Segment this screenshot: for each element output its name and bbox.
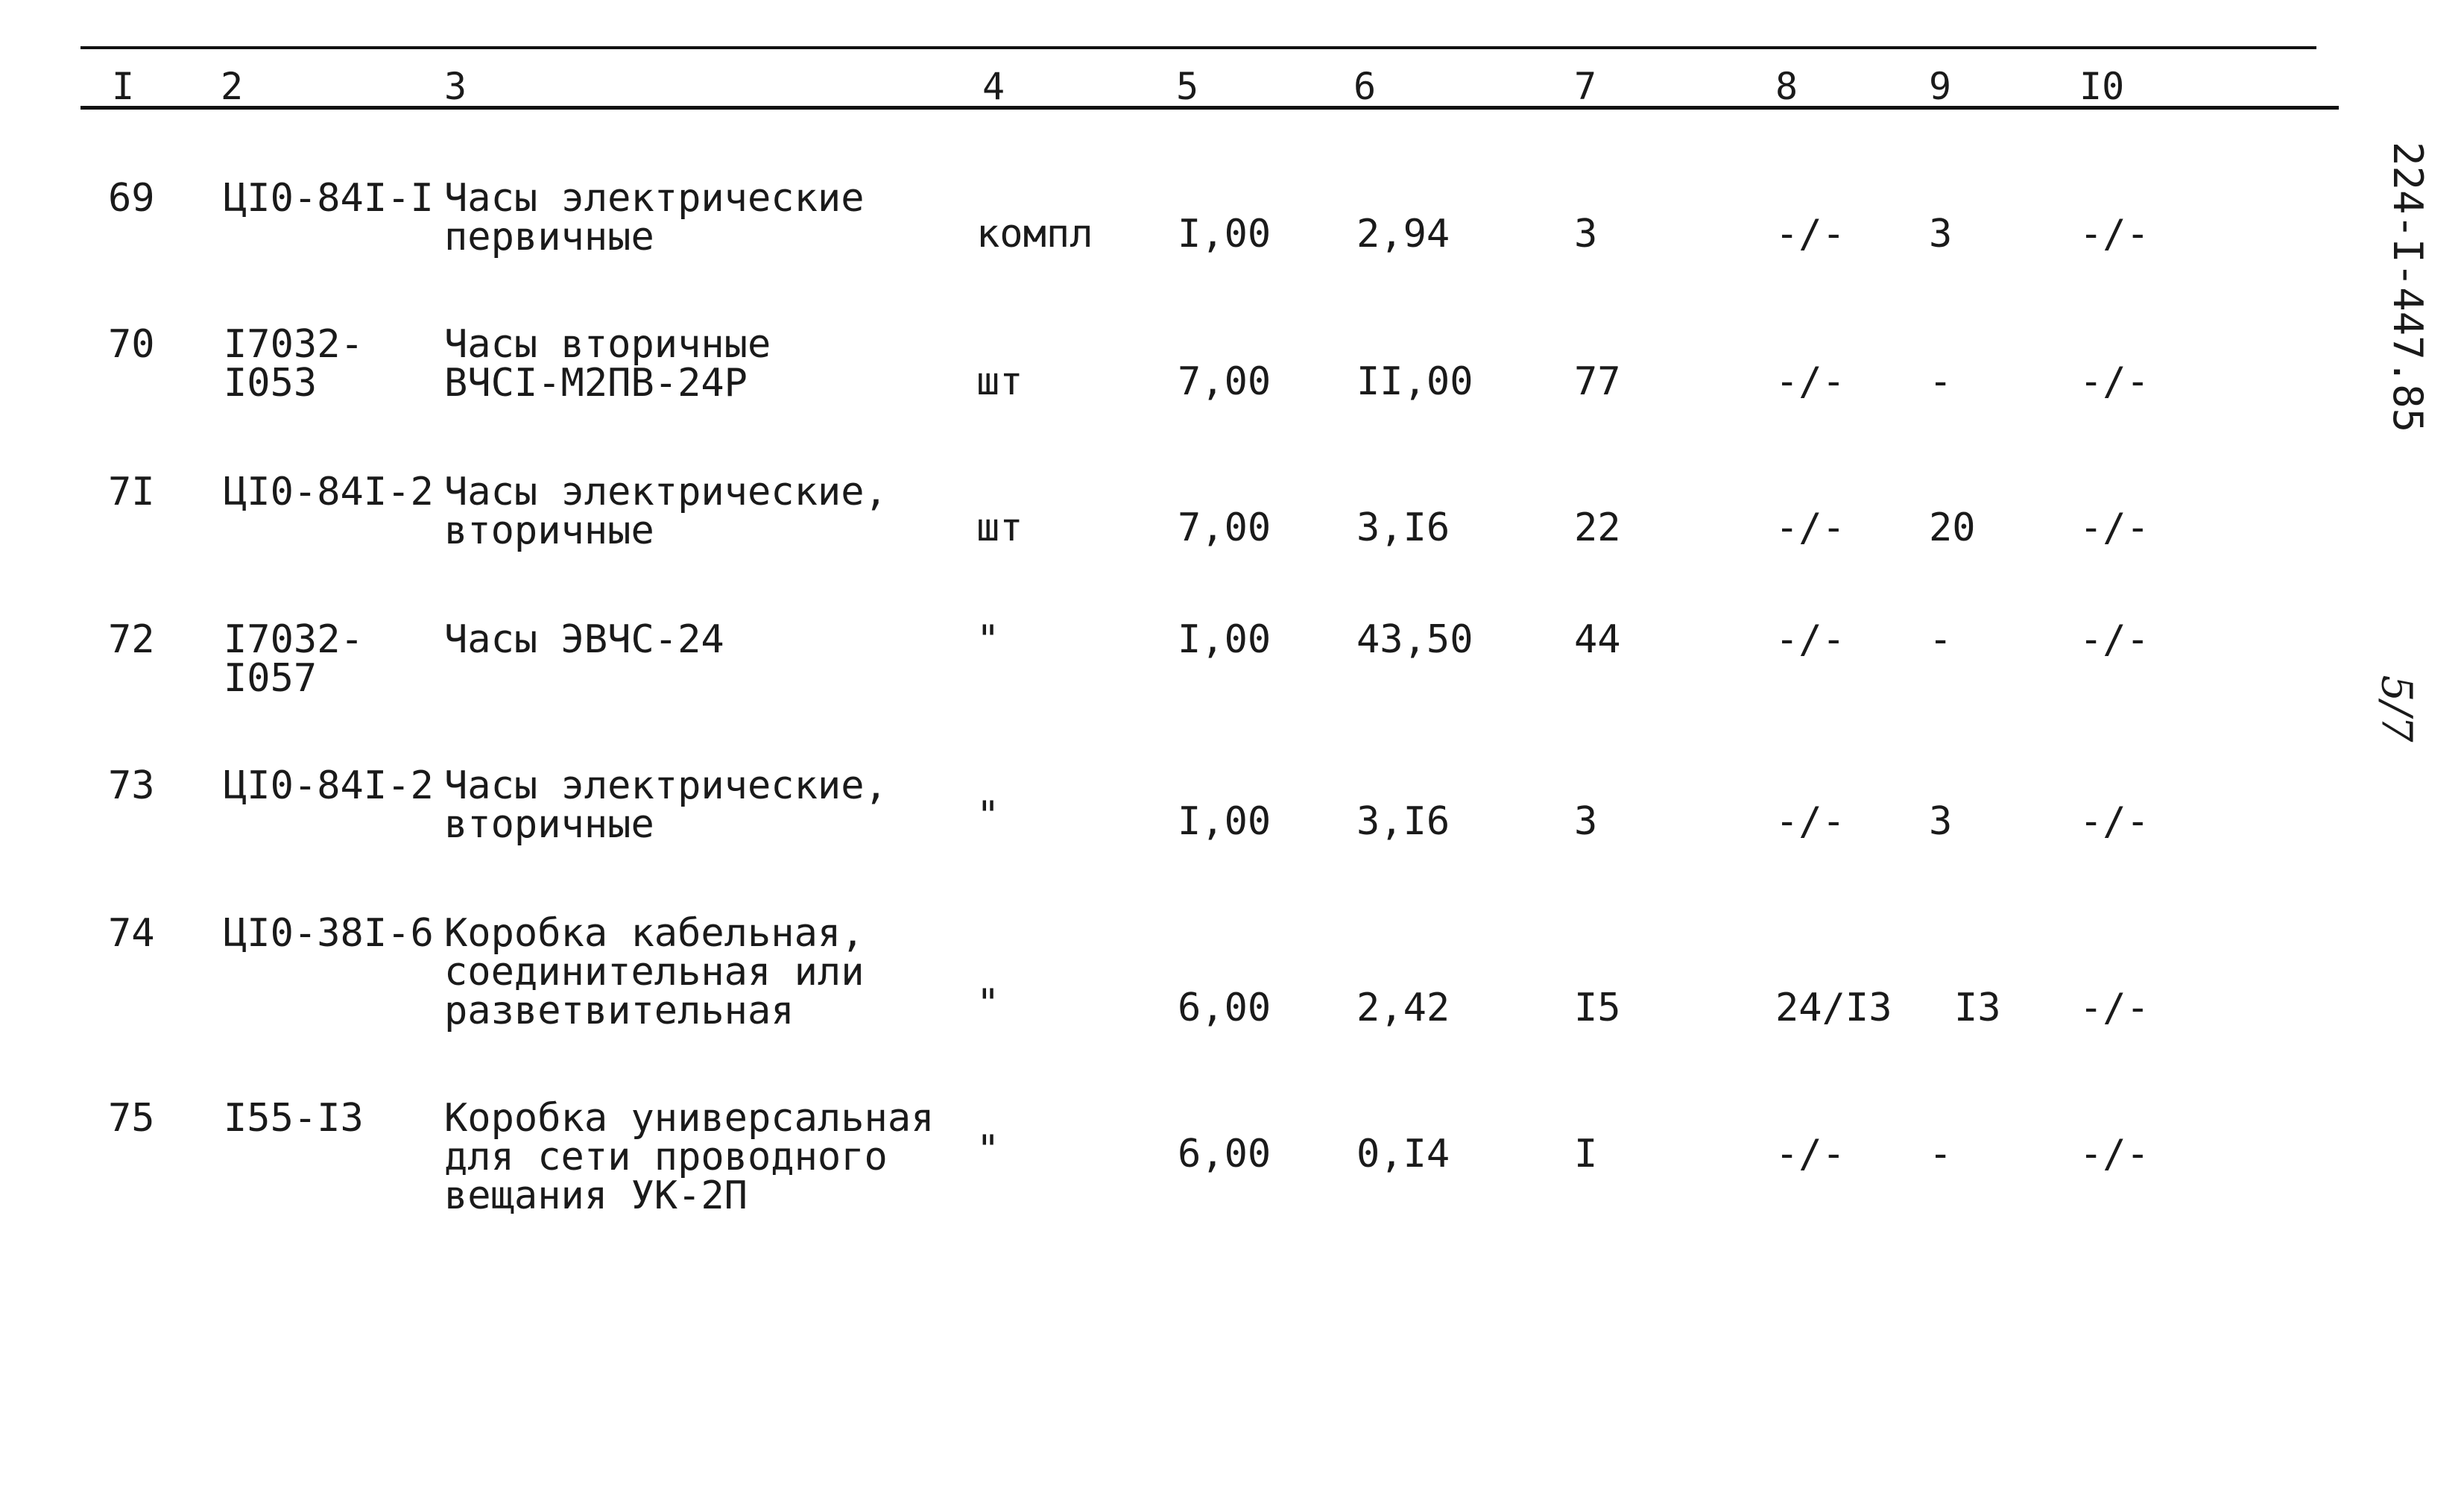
top-rule: [80, 46, 2316, 49]
row-qty: I,00: [1178, 212, 1272, 256]
row-price: 0,I4: [1356, 1132, 1450, 1176]
row-number: 74: [108, 911, 155, 956]
table-row: [0, 176, 2464, 259]
row-col8: -/-: [1775, 212, 1845, 256]
col-header-2: 2: [221, 65, 244, 108]
row-unit: компл: [976, 212, 1093, 256]
row-col10: -/-: [2079, 212, 2149, 256]
row-col9: I3: [1954, 986, 2001, 1030]
row-code: I7032- I057: [224, 617, 364, 701]
row-col10: -/-: [2079, 359, 2149, 404]
row-qty: 6,00: [1178, 986, 1272, 1030]
row-qty: 7,00: [1178, 505, 1272, 550]
col-header-4: 4: [982, 65, 1005, 108]
row-col10: -/-: [2079, 799, 2149, 844]
row-total: 44: [1574, 617, 1621, 662]
row-name: Часы электрические, вторичные: [444, 763, 888, 847]
row-qty: 7,00: [1178, 359, 1272, 404]
row-col9: 3: [1929, 212, 1953, 256]
row-price: 3,I6: [1356, 799, 1450, 844]
row-total: I: [1574, 1132, 1598, 1176]
row-price: 2,94: [1356, 212, 1450, 256]
row-code: ЦI0-38I-6: [224, 911, 434, 956]
row-qty: I,00: [1178, 799, 1272, 844]
row-name: Часы электрические первичные: [444, 176, 865, 259]
row-col8: -/-: [1775, 1132, 1845, 1176]
row-price: 2,42: [1356, 986, 1450, 1030]
col-header-10: I0: [2079, 65, 2125, 108]
row-code: ЦI0-84I-2: [224, 763, 434, 808]
row-number: 73: [108, 763, 155, 808]
row-col9: 3: [1929, 799, 1953, 844]
row-name: Коробка универсальная для сети проводного вещания УК-2П: [444, 1096, 935, 1218]
row-name: Часы вторичные ВЧСI-М2ПВ-24Р: [444, 322, 771, 406]
row-number: 69: [108, 176, 155, 221]
document-code: 224-I-447.85: [2384, 142, 2431, 433]
row-col8: -/-: [1775, 505, 1845, 550]
row-unit: шт: [976, 359, 1023, 404]
row-unit: шт: [976, 505, 1023, 550]
row-col8: -/-: [1775, 359, 1845, 404]
row-total: 77: [1574, 359, 1621, 404]
row-col10: -/-: [2079, 986, 2149, 1030]
row-total: 22: [1574, 505, 1621, 550]
col-header-3: 3: [444, 65, 467, 108]
row-col10: -/-: [2079, 1132, 2149, 1176]
row-total: I5: [1574, 986, 1621, 1030]
row-unit: ": [976, 793, 1000, 838]
row-col10: -/-: [2079, 617, 2149, 662]
row-col8: -/-: [1775, 617, 1845, 662]
row-code: ЦI0-84I-2: [224, 470, 434, 514]
row-qty: 6,00: [1178, 1132, 1272, 1176]
row-col9: -: [1929, 617, 1953, 662]
row-unit: ": [976, 1127, 1000, 1172]
col-header-6: 6: [1353, 65, 1377, 108]
col-header-8: 8: [1775, 65, 1798, 108]
table-row: [0, 322, 2464, 406]
row-price: 43,50: [1356, 617, 1473, 662]
row-price: 3,I6: [1356, 505, 1450, 550]
row-number: 7I: [108, 470, 155, 514]
row-number: 75: [108, 1096, 155, 1141]
row-unit: ": [976, 617, 1000, 662]
row-name: Коробка кабельная, соединительная или разветвительная: [444, 911, 865, 1033]
row-col9: -: [1929, 359, 1953, 404]
row-col9: -: [1929, 1132, 1953, 1176]
sheet-number: 5/7: [2372, 675, 2421, 743]
row-total: 3: [1574, 799, 1598, 844]
row-number: 70: [108, 322, 155, 367]
row-number: 72: [108, 617, 155, 662]
row-total: 3: [1574, 212, 1598, 256]
row-col9: 20: [1929, 505, 1976, 550]
table-row: [0, 911, 2464, 1033]
table-row: [0, 470, 2464, 553]
col-header-5: 5: [1176, 65, 1199, 108]
row-code: I7032- I053: [224, 322, 364, 406]
row-code: I55-I3: [224, 1096, 364, 1141]
col-header-1: I: [112, 65, 135, 108]
row-name: Часы ЭВЧС-24: [444, 617, 724, 662]
col-header-9: 9: [1929, 65, 1952, 108]
col-header-7: 7: [1574, 65, 1597, 108]
row-unit: ": [976, 981, 1000, 1026]
row-col10: -/-: [2079, 505, 2149, 550]
header-rule: [80, 106, 2339, 110]
table-row: [0, 617, 2464, 701]
row-price: II,00: [1356, 359, 1473, 404]
row-qty: I,00: [1178, 617, 1272, 662]
row-name: Часы электрические, вторичные: [444, 470, 888, 553]
row-code: ЦI0-84I-I: [224, 176, 434, 221]
table-row: [0, 1096, 2464, 1218]
table-row: [0, 763, 2464, 847]
row-col8: -/-: [1775, 799, 1845, 844]
row-col8: 24/I3: [1775, 986, 1892, 1030]
